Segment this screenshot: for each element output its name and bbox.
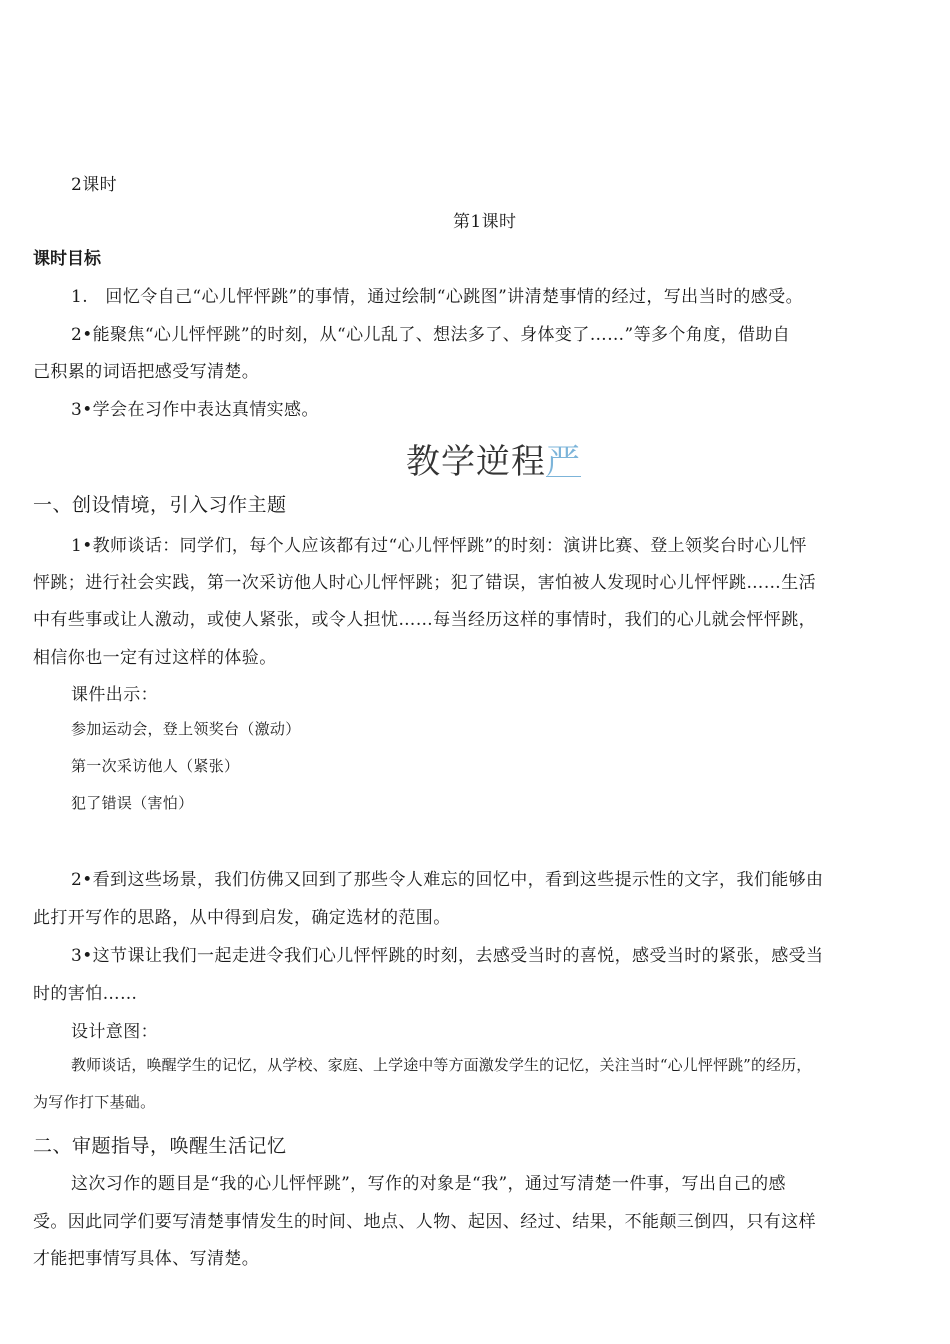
section-1-paragraph-3-line-1: 3•这节课让我们一起走进令我们心儿怦怦跳的时刻，去感受当时的喜悦，感受当时的紧张，感受当 [71,946,824,966]
objective-item-2-line-2: 己积累的词语把感受写清楚。 [33,362,260,382]
section-1-paragraph-1-line-3: 中有些事或让人激动，或使人紧张，或令人担忧……每当经历这样的事情时，我们的心儿就会怦怦跳， [33,610,816,630]
section-1-paragraph-2-line-2: 此打开写作的思路，从中得到启发，确定选材的范围。 [33,908,451,928]
design-intent-line-1: 教师谈话，唤醒学生的记忆，从学校、家庭、上学途中等方面激发学生的记忆，关注当时“心儿怦怦跳”的经历， [71,1056,812,1074]
objective-item-2-line-1: 2•能聚焦“心儿怦怦跳”的时刻，从“心儿乱了、想法多了、身体变了……”等多个角度，借助自 [71,325,791,345]
objectives-title: 课时目标 [33,249,101,269]
courseware-item-3: 犯了错误（害怕） [71,794,194,812]
section-1-paragraph-1-line-4: 相信你也一定有过这样的体验。 [33,648,277,668]
objective-item-3: 3•学会在习作中表达真情实感。 [71,400,319,420]
design-intent-line-2: 为写作打下基础。 [33,1093,156,1111]
section-2-paragraph-line-2: 受。因此同学们要写清楚事情发生的时间、地点、人物、起因、经过、结果，不能颠三倒四，只有这样 [33,1212,816,1232]
section-1-paragraph-3-line-2: 时的害怕…… [33,984,138,1004]
section-2-title: 二、审题指导，唤醒生活记忆 [33,1135,287,1157]
design-intent-label: 设计意图： [71,1022,158,1042]
courseware-label: 课件出示： [71,685,158,705]
objective-item-1: 1. 回忆令自己“心儿怦怦跳”的事情，通过绘制“心跳图”讲清楚事情的经过，写出当时的感受。 [71,287,803,307]
process-title-main: 教学逆程 [406,442,546,482]
section-2-paragraph-line-3: 才能把事情写具体、写清楚。 [33,1249,260,1269]
section-1-title: 一、创设情境，引入习作主题 [33,494,287,516]
courseware-item-1: 参加运动会，登上领奖台（激动） [71,720,301,738]
section-1-paragraph-1-line-2: 怦跳；进行社会实践，第一次采访他人时心儿怦怦跳；犯了错误，害怕被人发现时心儿怦怦跳……生活 [33,573,816,593]
process-title [406,434,581,483]
section-1-paragraph-2-line-1: 2•看到这些场景，我们仿佛又回到了那些令人难忘的回忆中，看到这些提示性的文字，我们能够由 [71,870,824,890]
section-1-paragraph-1-line-1: 1•教师谈话：同学们，每个人应该都有过“心儿怦怦跳”的时刻：演讲比赛、登上领奖台时心儿怦 [71,536,807,556]
period-count: 2课时 [71,175,118,195]
lesson-heading: 第1课时 [453,212,517,232]
process-title-accent: 严 [546,442,581,482]
courseware-item-2: 第一次采访他人（紧张） [71,757,240,775]
section-2-paragraph-line-1: 这次习作的题目是“我的心儿怦怦跳”，写作的对象是“我”，通过写清楚一件事，写出自己的感 [71,1174,786,1194]
